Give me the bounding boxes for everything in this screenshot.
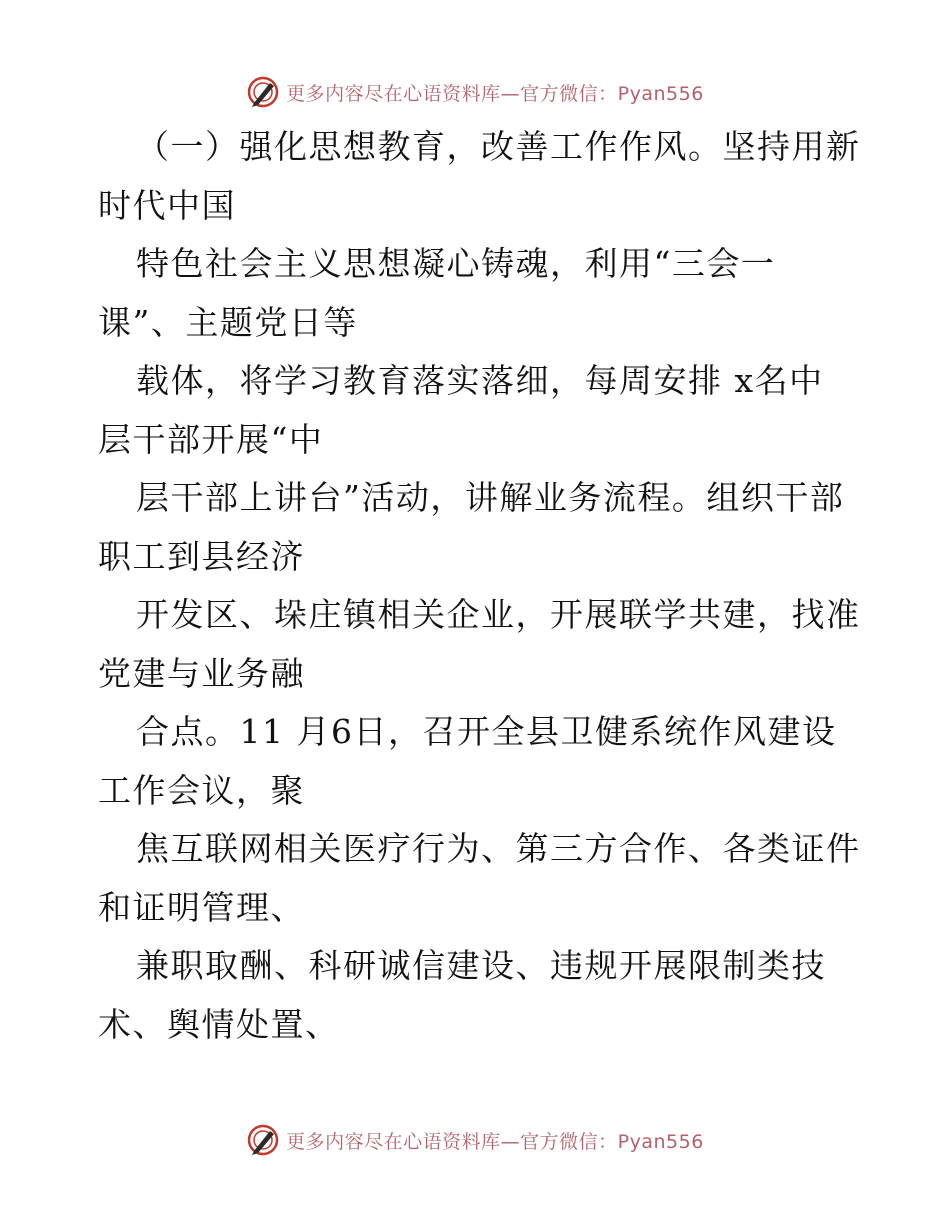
body-line: 特色社会主义思想凝心铸魂，利用“三会一 (136, 244, 776, 283)
pen-logo-icon (246, 75, 280, 109)
header-watermark-banner (0, 72, 950, 112)
body-line: 术、舆情处置、 (98, 1004, 340, 1044)
body-line: 层干部开展“中 (98, 419, 324, 459)
body-line: 课”、主题党日等 (98, 302, 358, 342)
body-line: 焦互联网相关医疗行为、第三方合作、各类证件 (136, 829, 861, 868)
body-line: 时代中国 (98, 185, 236, 225)
header-banner-text: 更多内容尽在心语资料库—官方微信：Pyan556 (286, 82, 704, 105)
footer-watermark-banner (0, 1120, 950, 1160)
body-line: 职工到县经济 (98, 536, 305, 576)
body-line: 开发区、垛庄镇相关企业，开展联学共建，找准 (136, 595, 861, 634)
body-line: 工作会议，聚 (98, 770, 305, 810)
body-line: 和证明管理、 (98, 887, 305, 927)
document-body (98, 118, 861, 1054)
body-line: （一）强化思想教育，改善工作作风。坚持用新 (136, 127, 861, 166)
body-line: 合点。11 月6日，召开全县卫健系统作风建设 (136, 712, 837, 751)
body-line: 党建与业务融 (98, 653, 305, 693)
body-line: 载体，将学习教育落实落细，每周安排 x名中 (136, 361, 824, 400)
body-line: 兼职取酬、科研诚信建设、违规开展限制类技 (136, 946, 826, 985)
body-line: 层干部上讲台”活动，讲解业务流程。组织干部 (136, 478, 845, 517)
footer-banner-text: 更多内容尽在心语资料库—官方微信：Pyan556 (286, 1130, 704, 1153)
pen-logo-icon (246, 1123, 280, 1157)
